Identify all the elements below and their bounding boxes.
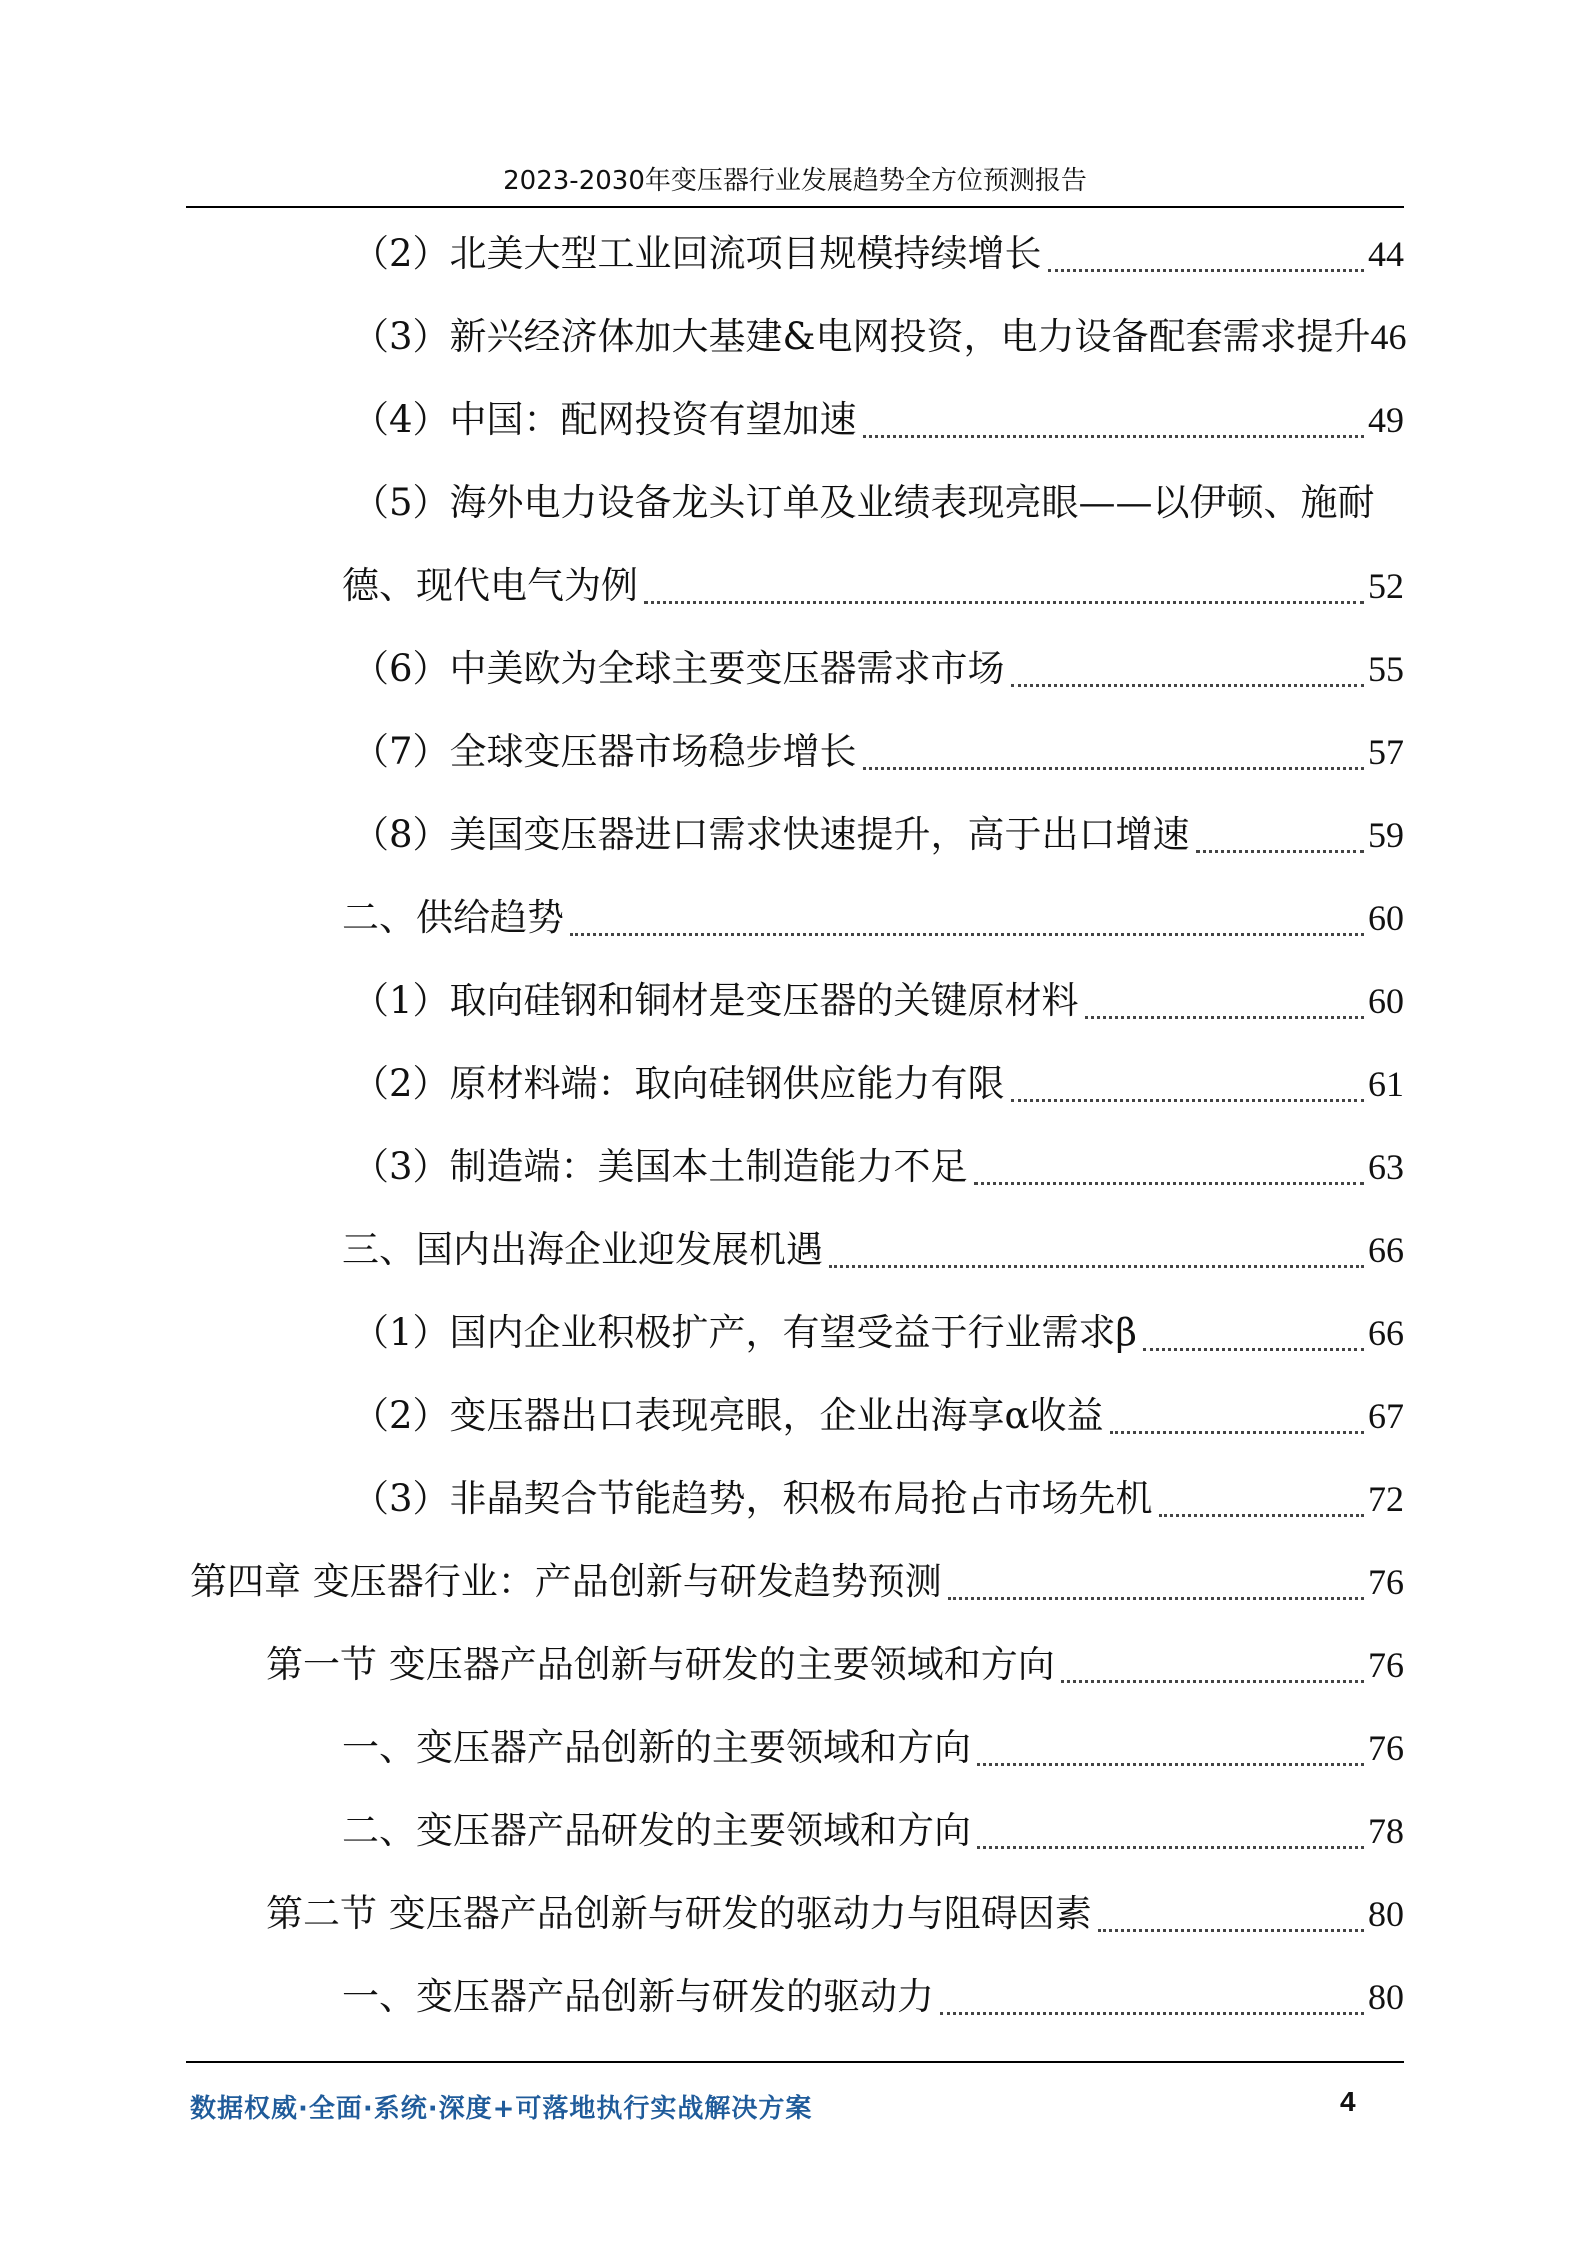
toc-dot-leader xyxy=(1061,1680,1364,1683)
toc-entry[interactable] xyxy=(352,805,1404,865)
toc-dot-leader xyxy=(1011,1099,1364,1102)
toc-entry-title: （6）中美欧为全球主要变压器需求市场 xyxy=(352,647,1005,690)
toc-entry-page: 46 xyxy=(1370,317,1407,357)
footer-slogan: 数据权威·全面·系统·深度+可落地执行实战解决方案 xyxy=(190,2094,813,2124)
toc-entry-title: 德、现代电气为例 xyxy=(342,564,638,607)
page-number: 4 xyxy=(1340,2086,1356,2117)
toc-entry[interactable] xyxy=(352,390,1404,450)
toc-entry-title: 第二节 变压器产品创新与研发的驱动力与阻碍因素 xyxy=(266,1892,1092,1935)
toc-entry-page: 67 xyxy=(1368,1396,1404,1436)
header-title: 2023-2030年变压器行业发展趋势全方位预测报告 xyxy=(503,166,1087,196)
toc-chapter-entry[interactable] xyxy=(190,1552,1404,1612)
toc-entry-title: （5）海外电力设备龙头订单及业绩表现亮眼——以伊顿、施耐 xyxy=(352,481,1375,524)
toc-entry-title: （7）全球变压器市场稳步增长 xyxy=(352,730,857,773)
toc-entry-page: 72 xyxy=(1368,1479,1404,1519)
toc-entry-title: 第四章 变压器行业：产品创新与研发趋势预测 xyxy=(190,1560,942,1603)
toc-section-entry[interactable] xyxy=(266,1635,1404,1695)
toc-entry-page: 60 xyxy=(1368,981,1404,1021)
toc-dot-leader xyxy=(977,1763,1364,1766)
toc-dot-leader xyxy=(1159,1514,1364,1517)
toc-dot-leader xyxy=(948,1597,1364,1600)
toc-entry-page: 60 xyxy=(1368,898,1404,938)
toc-entry-page: 57 xyxy=(1368,732,1404,772)
toc-entry-page: 55 xyxy=(1368,649,1404,689)
toc-entry-title: （8）美国变压器进口需求快速提升，高于出口增速 xyxy=(352,813,1190,856)
toc-entry-page: 63 xyxy=(1368,1147,1404,1187)
toc-entry-title: 一、变压器产品创新的主要领域和方向 xyxy=(342,1726,971,1769)
toc-entry[interactable] xyxy=(352,639,1404,699)
toc-entry[interactable] xyxy=(342,1718,1404,1778)
toc-entry[interactable] xyxy=(352,1469,1404,1529)
toc-entry-page: 44 xyxy=(1368,234,1404,274)
toc-entry-page: 78 xyxy=(1368,1811,1404,1851)
toc-dot-leader xyxy=(644,601,1364,604)
toc-entry-page: 80 xyxy=(1368,1977,1404,2017)
toc-entry-title: （1）取向硅钢和铜材是变压器的关键原材料 xyxy=(352,979,1079,1022)
toc-dot-leader xyxy=(1048,269,1364,272)
toc-entry-page: 66 xyxy=(1368,1230,1404,1270)
toc-entry-title: （3）新兴经济体加大基建&电网投资，电力设备配套需求提升 xyxy=(352,315,1371,358)
toc-entry-continuation[interactable] xyxy=(342,556,1404,616)
toc-entry[interactable] xyxy=(352,722,1404,782)
toc-entry[interactable] xyxy=(352,1303,1404,1363)
toc-dot-leader xyxy=(863,767,1364,770)
toc-entry[interactable] xyxy=(352,1054,1404,1114)
toc-entry[interactable] xyxy=(352,224,1404,284)
toc-entry-page: 76 xyxy=(1368,1562,1404,1602)
toc-entry-title: （3）制造端：美国本土制造能力不足 xyxy=(352,1145,968,1188)
toc-entry[interactable] xyxy=(342,1967,1404,2027)
toc-entry-title: （2）变压器出口表现亮眼，企业出海享α收益 xyxy=(352,1394,1104,1437)
toc-entry[interactable] xyxy=(352,307,1407,367)
toc-entry-title: 一、变压器产品创新与研发的驱动力 xyxy=(342,1975,934,2018)
toc-entry[interactable] xyxy=(342,888,1404,948)
toc-dot-leader xyxy=(940,2012,1364,2015)
toc-entry-page: 61 xyxy=(1368,1064,1404,1104)
toc-entry-title: （4）中国：配网投资有望加速 xyxy=(352,398,857,441)
toc-entry-page: 52 xyxy=(1368,566,1404,606)
toc-entry-page: 49 xyxy=(1368,400,1404,440)
toc-entry-title: （2）原材料端：取向硅钢供应能力有限 xyxy=(352,1062,1005,1105)
toc-entry-title: （1）国内企业积极扩产，有望受益于行业需求β xyxy=(352,1311,1137,1354)
toc-entry-page: 80 xyxy=(1368,1894,1404,1934)
toc-dot-leader xyxy=(1085,1016,1364,1019)
toc-entry[interactable] xyxy=(342,1801,1404,1861)
toc-entry-page: 66 xyxy=(1368,1313,1404,1353)
toc-entry[interactable] xyxy=(342,1220,1404,1280)
toc-entry-title: 第一节 变压器产品创新与研发的主要领域和方向 xyxy=(266,1643,1055,1686)
toc-entry-title: （2）北美大型工业回流项目规模持续增长 xyxy=(352,232,1042,275)
toc-entry-page: 76 xyxy=(1368,1645,1404,1685)
toc-dot-leader xyxy=(570,933,1364,936)
toc-entry[interactable] xyxy=(352,1386,1404,1446)
toc-dot-leader xyxy=(1011,684,1364,687)
toc-entry-title: 二、变压器产品研发的主要领域和方向 xyxy=(342,1809,971,1852)
toc-entry[interactable] xyxy=(352,473,1404,533)
toc-entry[interactable] xyxy=(352,1137,1404,1197)
toc-dot-leader xyxy=(829,1265,1364,1268)
toc-entry[interactable] xyxy=(352,971,1404,1031)
toc-dot-leader xyxy=(977,1846,1364,1849)
toc-dot-leader xyxy=(1196,850,1364,853)
toc-dot-leader xyxy=(863,435,1364,438)
toc-section-entry[interactable] xyxy=(266,1884,1404,1944)
toc-entry-title: 二、供给趋势 xyxy=(342,896,564,939)
toc-entry-page: 59 xyxy=(1368,815,1404,855)
toc-dot-leader xyxy=(1098,1929,1364,1932)
toc-dot-leader xyxy=(1143,1348,1364,1351)
header-divider xyxy=(186,206,1404,208)
toc-entry-title: （3）非晶契合节能趋势，积极布局抢占市场先机 xyxy=(352,1477,1153,1520)
toc-entry-page: 76 xyxy=(1368,1728,1404,1768)
toc-dot-leader xyxy=(1110,1431,1364,1434)
footer-divider xyxy=(186,2061,1404,2063)
toc-dot-leader xyxy=(974,1182,1364,1185)
toc-entry-title: 三、国内出海企业迎发展机遇 xyxy=(342,1228,823,1271)
